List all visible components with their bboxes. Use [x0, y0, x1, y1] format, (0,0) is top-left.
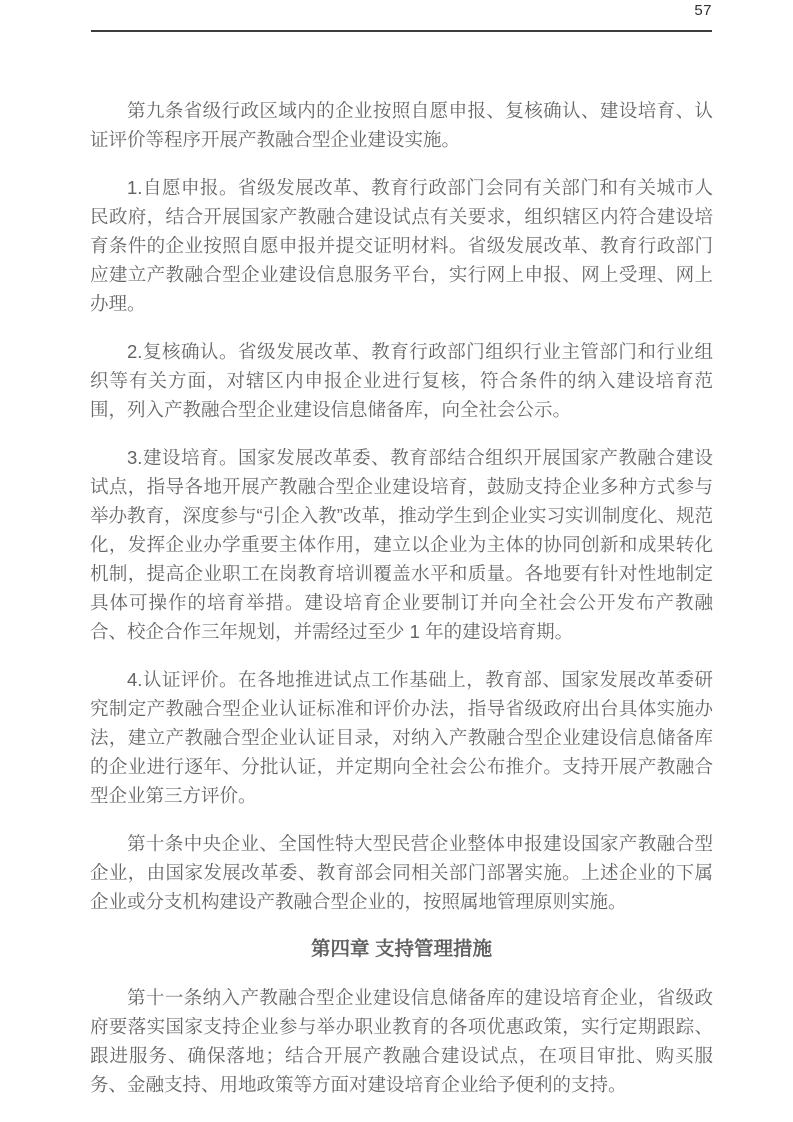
paragraph-article-11: 第十一条纳入产教融合型企业建设信息储备库的建设培育企业，省级政府要落实国家支持企业参与举办职业教育的各项优惠政策，实行定期跟踪、跟进服务、确保落地；结合开展产教融合建设试点，在项目审批、购买服务、金融支持、用地政策等方面对建设培育企业给予便利的支持。 — [90, 987, 713, 1095]
chapter-heading: 第四章 支持管理措施 — [311, 938, 492, 960]
paragraph-article-10: 第十条中央企业、全国性特大型民营企业整体申报建设国家产教融合型企业，由国家发展改革委、教育部会同相关部门部署实施。上述企业的下属企业或分支机构建设产教融合型企业的，按照属地管理原则实施。 — [90, 833, 713, 912]
paragraph-item-4-certification-evaluation: 4.认证评价。在各地推进试点工作基础上，教育部、国家发展改革委研究制定产教融合型企业认证标准和评价办法，指导省级政府出台具体实施办法，建立产教融合型企业认证目录，对纳入产教融合型企业建设信息储备库的企业进行逐年、分批认证，并定期向全社会公布推介。支持开展产教融合型企业第三方评价。 — [90, 669, 713, 806]
paragraph-item-1-voluntary-declaration: 1.自愿申报。省级发展改革、教育行政部门会同有关部门和有关城市人民政府，结合开展国家产教融合建设试点有关要求，组织辖区内符合建设培育条件的企业按照自愿申报并提交证明材料。省级发展改革、教育行政部门应建立产教融合型企业建设信息服务平台，实行网上申报、网上受理、网上办理。 — [90, 177, 713, 314]
page-number: 57 — [694, 2, 712, 19]
document-body — [90, 96, 713, 1118]
paragraph-item-3-construction-cultivation: 3.建设培育。国家发展改革委、教育部结合组织开展国家产教融合建设试点，指导各地开展产教融合型企业建设培育，鼓励支持企业多种方式参与举办教育，深度参与“引企入教”改革，推动学生到企业实习实训制度化、规范化，发挥企业办学重要主体作用，建立以企业为主体的协同创新和成果转化机制，提高企业职工在岗教育培训覆盖水平和质量。各地要有针对性地制定具体可操作的培育举措。建设培育企业要制订并向全社会公开发布产教融合、校企合作三年规划，并需经过至少 1 年的建设培育期。 — [90, 447, 713, 642]
paragraph-item-2-review-confirmation: 2.复核确认。省级发展改革、教育行政部门组织行业主管部门和行业组织等有关方面，对辖区内申报企业进行复核，符合条件的纳入建设培育范围，列入产教融合型企业建设信息储备库，向全社会公示。 — [90, 341, 713, 420]
paragraph-article-9: 第九条省级行政区域内的企业按照自愿申报、复核确认、建设培育、认证评价等程序开展产教融合型企业建设实施。 — [90, 100, 713, 150]
header-rule-divider — [91, 30, 712, 32]
